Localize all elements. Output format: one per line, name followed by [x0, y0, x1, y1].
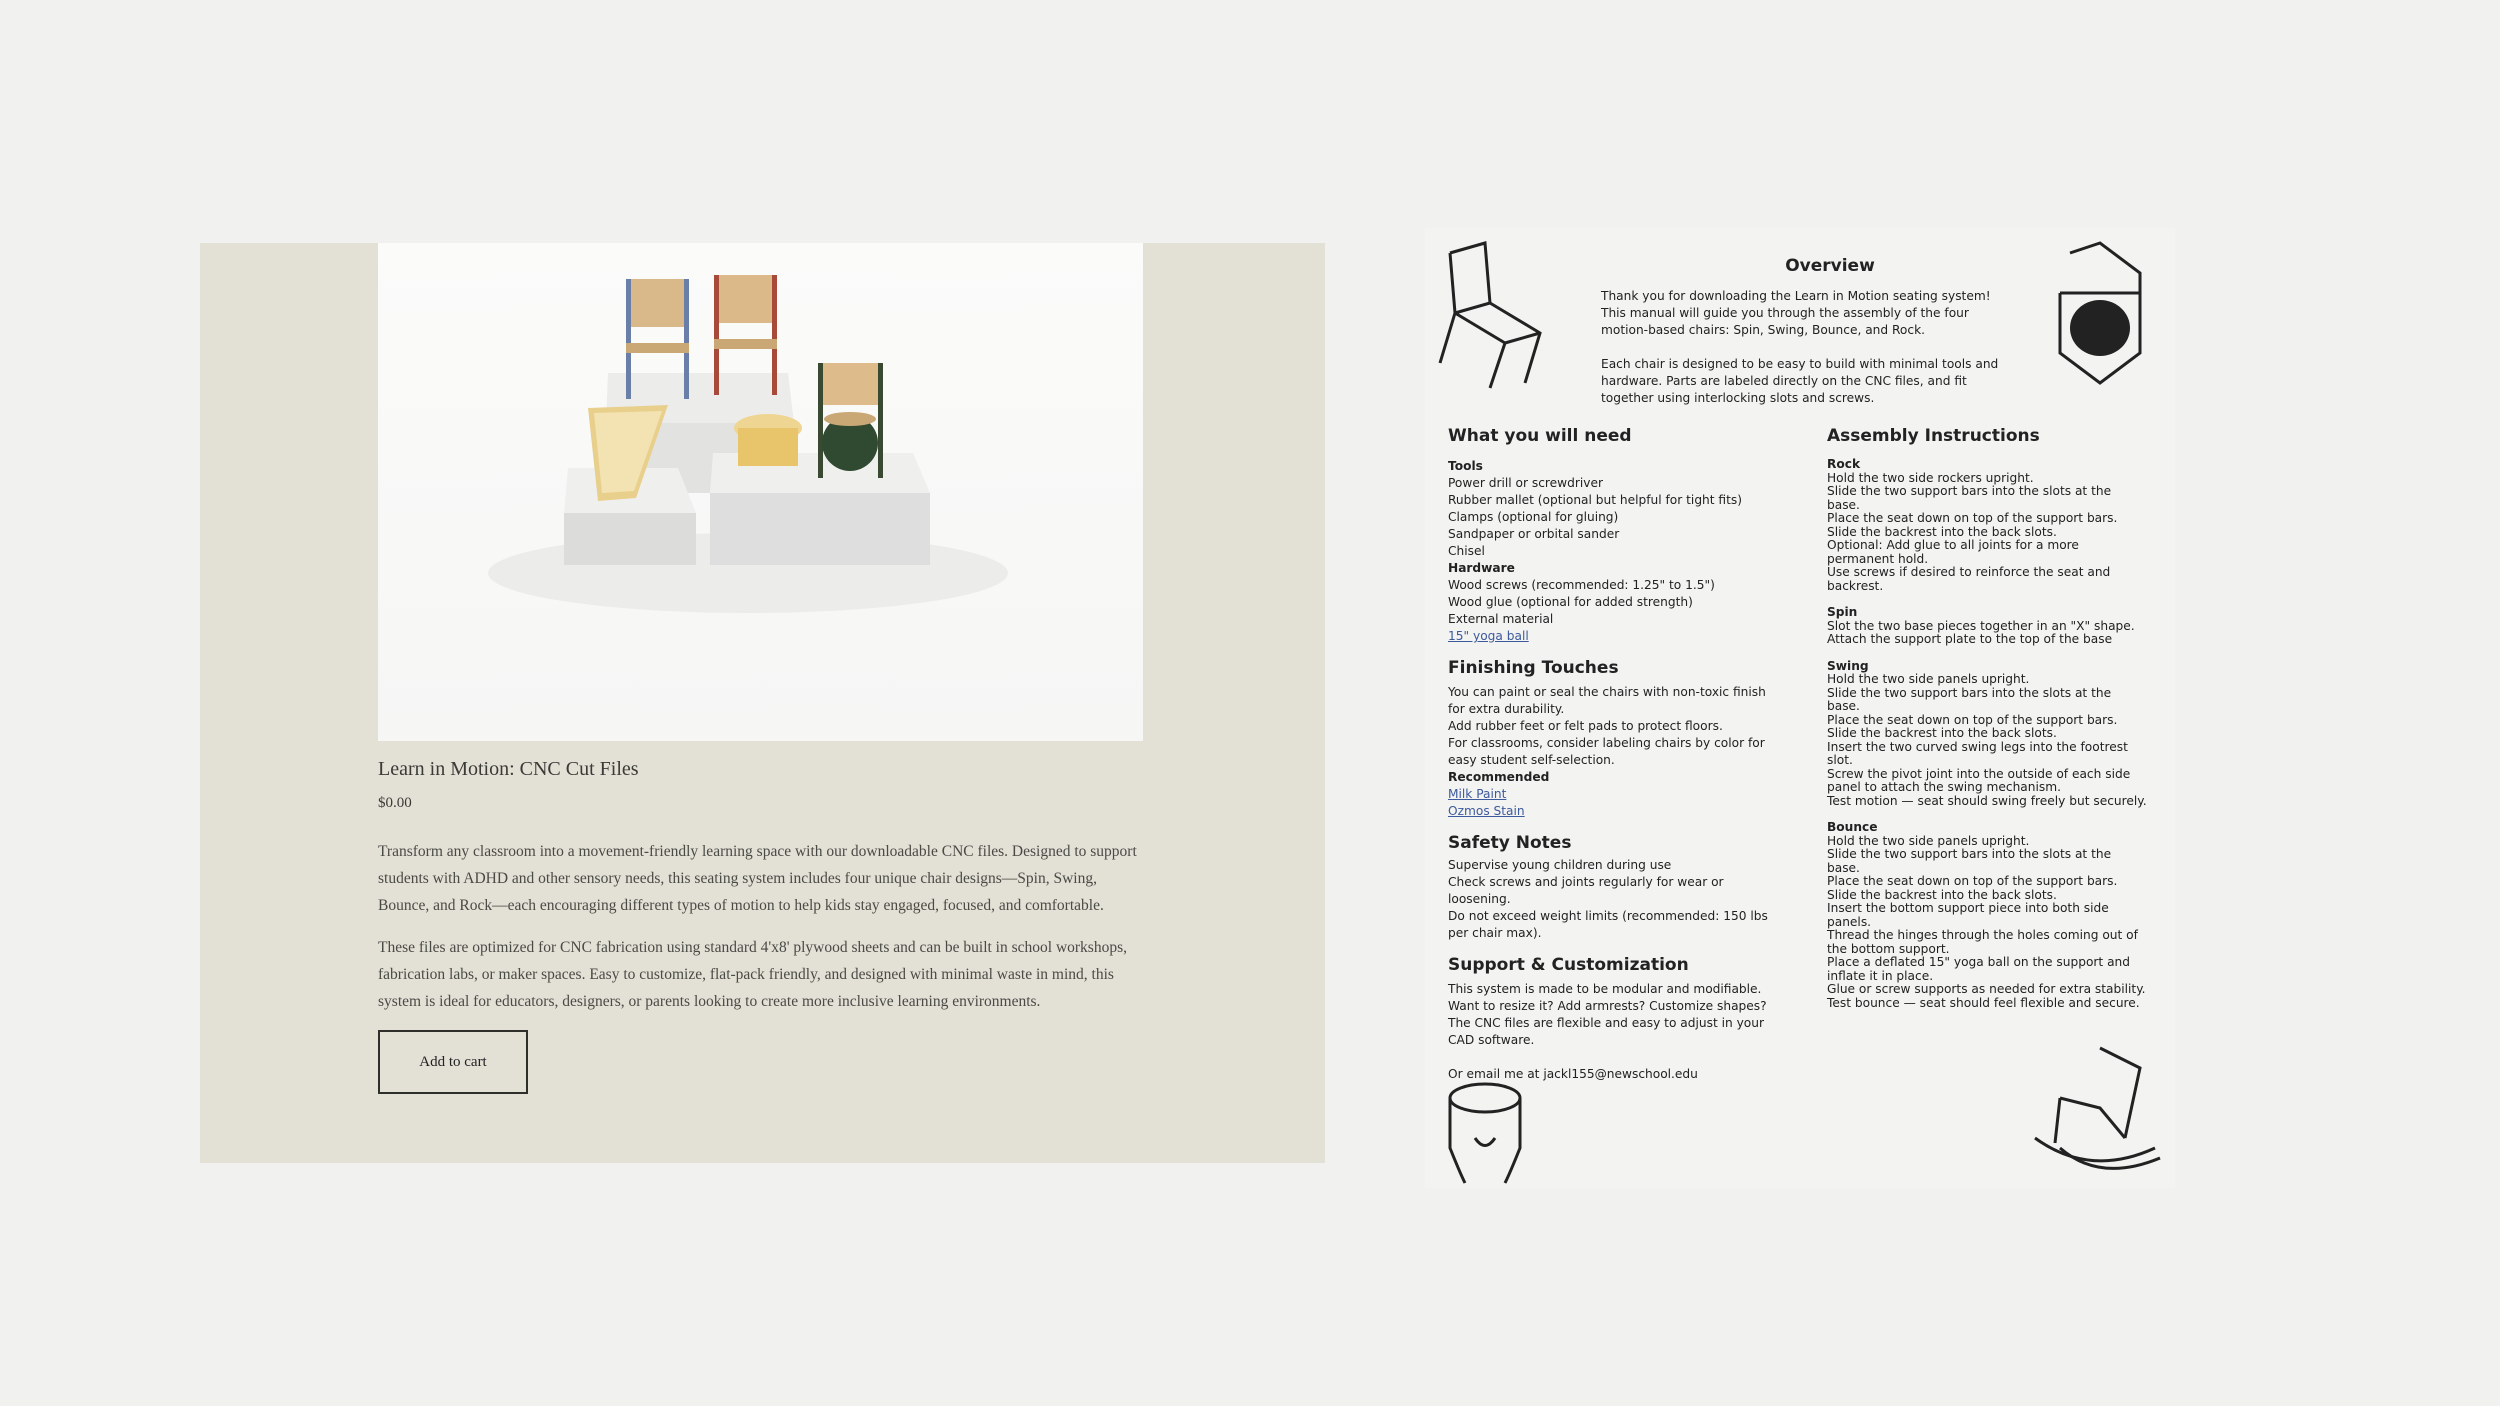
product-panel: [200, 243, 1325, 1163]
support-text: This system is made to be modular and modifiable. Want to resize it? Add armrests? Customize shapes? The CNC files are flexible and easy to adjust in your CAD software.: [1448, 982, 1767, 1047]
bounce-step: Hold the two side panels upright.: [1827, 833, 2030, 848]
product-title: Learn in Motion: CNC Cut Files: [378, 758, 639, 780]
swing-step: Place the seat down on top of the support bars.: [1827, 712, 2118, 727]
spin-title: Spin: [1827, 605, 1858, 619]
swing-step: Insert the two curved swing legs into the footrest slot.: [1827, 739, 2128, 767]
bounce-step: Place a deflated 15" yoga ball on the support and inflate it in place.: [1827, 955, 2130, 983]
tool-item: Chisel: [1448, 544, 1485, 558]
tools-title: Tools: [1448, 459, 1483, 473]
overview-title: Overview: [1785, 256, 1875, 276]
product-image: [378, 243, 1143, 741]
tool-item: Sandpaper or orbital sander: [1448, 527, 1620, 541]
bounce-step: Glue or screw supports as needed for extra stability.: [1827, 982, 2146, 996]
bounce-step: Place the seat down on top of the support bars.: [1827, 874, 2118, 888]
finishing-item: Add rubber feet or felt pads to protect floors.: [1448, 719, 1723, 733]
what-you-need-title: What you will need: [1448, 426, 1632, 446]
rocker-chair-sketch-icon: [2030, 1038, 2170, 1188]
finishing-item: For classrooms, consider labeling chairs by color for easy student self-selection.: [1448, 736, 1765, 767]
support-email: Or email me at jackl155@newschool.edu: [1448, 1067, 1698, 1081]
rock-step: Slide the two support bars into the slots at the base.: [1827, 484, 2112, 512]
product-price: $0.00: [378, 795, 412, 811]
swing-step: Hold the two side panels upright.: [1827, 672, 2030, 686]
swing-step: Test motion — seat should swing freely but securely.: [1827, 793, 2147, 808]
product-description: These files are optimized for CNC fabrication using standard 4'x8' plywood sheets and can be built in school workshops, fabrication labs, or maker spaces. Easy to customize, flat-pack friendly, and designed with minimal waste in mind, this system is ideal for educators, designers, or parents looking to create more inclusive learning environments.: [378, 939, 1127, 1010]
bounce-step: Slide the backrest into the back slots.: [1827, 887, 2057, 902]
rock-step: Hold the two side rockers upright.: [1827, 470, 2034, 485]
recommended-title: Recommended: [1448, 770, 1550, 784]
chair-sketch-icon: [1430, 233, 1560, 393]
ball-chair-sketch-icon: [2040, 233, 2160, 393]
bounce-step: Thread the hinges through the holes coming out of the bottom support.: [1827, 928, 2138, 956]
rock-title: Rock: [1827, 457, 1861, 471]
spin-step: Attach the support plate to the top of the base: [1827, 632, 2113, 646]
add-to-cart-button[interactable]: Add to cart: [378, 1030, 528, 1094]
swing-step: Screw the pivot joint into the outside of each side panel to attach the swing mechanism.: [1827, 766, 2131, 794]
assembly-title: Assembly Instructions: [1827, 426, 2040, 446]
finishing-item: You can paint or seal the chairs with non-toxic finish for extra durability.: [1448, 685, 1766, 716]
safety-item: Check screws and joints regularly for wear or loosening.: [1448, 875, 1724, 906]
hardware-item: Wood screws (recommended: 1.25" to 1.5"): [1448, 578, 1715, 592]
overview-paragraph: Thank you for downloading the Learn in Motion seating system! This manual will guide you through the assembly of the four motion-based chairs: Spin, Swing, Bounce, and Rock.: [1601, 289, 1991, 337]
overview-paragraph: Each chair is designed to be easy to build with minimal tools and hardware. Parts are labeled directly on the CNC files, and fit together using interlocking slots and screws.: [1601, 357, 1999, 405]
chairs-render-image: [378, 243, 1143, 741]
swing-step: Slide the two support bars into the slots at the base.: [1827, 685, 2112, 713]
bounce-step: Insert the bottom support piece into both side panels.: [1827, 901, 2109, 929]
support-title: Support & Customization: [1448, 955, 1689, 975]
assembly-manual: [1425, 228, 2175, 1188]
manual-left-column: [1448, 426, 1778, 1083]
tool-item: Rubber mallet (optional but helpful for tight fits): [1448, 493, 1742, 507]
finishing-title: Finishing Touches: [1448, 658, 1619, 678]
rock-step: Use screws if desired to reinforce the seat and backrest.: [1827, 565, 2111, 593]
spin-step: Slot the two base pieces together in an "X" shape.: [1827, 618, 2135, 633]
overview-text: [1601, 288, 2001, 424]
safety-item: Do not exceed weight limits (recommended: 150 lbs per chair max).: [1448, 909, 1768, 940]
safety-item: Supervise young children during use: [1448, 858, 1672, 872]
yoga-ball-link[interactable]: 15" yoga ball: [1448, 629, 1529, 643]
product-info: [378, 758, 1148, 1094]
safety-title: Safety Notes: [1448, 833, 1572, 853]
stool-sketch-icon: [1440, 1078, 1530, 1188]
swing-title: Swing: [1827, 658, 1869, 673]
bounce-step: Slide the two support bars into the slots at the base.: [1827, 847, 2112, 875]
manual-right-column: [1827, 426, 2147, 1010]
bounce-step: Test bounce — seat should feel flexible and secure.: [1827, 995, 2140, 1010]
tool-item: Clamps (optional for gluing): [1448, 510, 1619, 524]
product-description: Transform any classroom into a movement-friendly learning space with our downloadable CNC files. Designed to support students with ADHD and other sensory needs, this seating system includes four unique chair designs—Spin, Swing, Bounce, and Rock—each encouraging different types of motion to help kids stay engaged, focused, and comfortable.: [378, 843, 1137, 914]
swing-step: Slide the backrest into the back slots.: [1827, 726, 2057, 740]
bounce-title: Bounce: [1827, 820, 1878, 834]
rock-step: Place the seat down on top of the support bars.: [1827, 511, 2118, 525]
tool-item: Power drill or screwdriver: [1448, 476, 1603, 490]
ozmos-stain-link[interactable]: Ozmos Stain: [1448, 804, 1525, 818]
hardware-item: External material: [1448, 612, 1554, 626]
hardware-title: Hardware: [1448, 561, 1515, 575]
milk-paint-link[interactable]: Milk Paint: [1448, 787, 1507, 801]
hardware-item: Wood glue (optional for added strength): [1448, 595, 1693, 609]
rock-step: Optional: Add glue to all joints for a more permanent hold.: [1827, 538, 2079, 566]
rock-step: Slide the backrest into the back slots.: [1827, 524, 2057, 539]
